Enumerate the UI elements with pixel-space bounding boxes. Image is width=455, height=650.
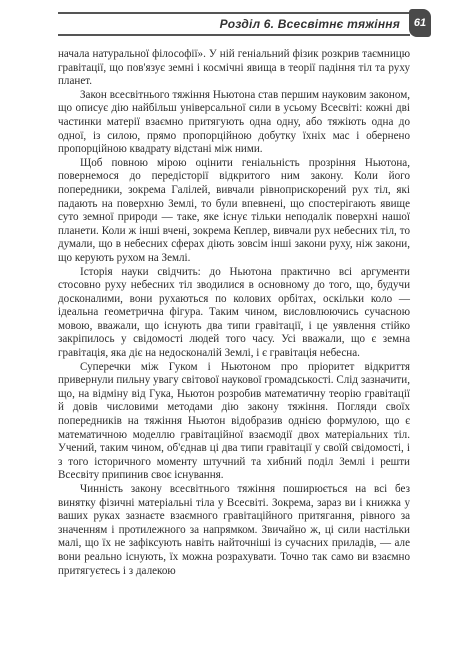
- paragraph-4: Історія науки свідчить: до Ньютона практично всі аргументи стосовно руху небесних тіл зводилися в основному до того, що, будучи досконалими, вони рухаються по колових орбітах, оскільки коло — ідеальна геометрична фігура. Таким чином, висловлюючись сучасною мовою, вважали, що існують два типи гравітації, і це уявлення стійко закріпилось у свідомості людей того часу. Усі вважали, що є земна гравітація, яка діє на недосконалій Землі, і є гравітація небесна.: [58, 265, 410, 360]
- paragraph-1: начала натуральної філософії». У ній геніальний фізик розкрив таємницю гравітації, що пов'язує земні і космічні явища в теорії падіння тіл та руху планет.: [58, 48, 410, 88]
- paragraph-5: Суперечки між Гуком і Ньютоном про пріоритет відкриття привернули пильну увагу світової наукової громадськості. Слід зазначити, що, на відміну від Гука, Ньютон розробив математичну теорію гравітації й довів числовими методами дію закону тяжіння. Погляди своїх попередників на тяжіння Ньютон відобразив однією формулою, що є математичною моделлю гравітаційної взаємодії двох матеріальних тіл. Учений, таким чином, об'єднав ці два типи гравітації у своїй свідомості, і з того історичного моменту штучний та хибний поділ Землі і решти Всесвіту припинив своє існування.: [58, 360, 410, 482]
- page-number-badge: [409, 9, 431, 37]
- paragraph-3: Щоб повною мірою оцінити геніальність прозріння Ньютона, повернемося до передісторії відкритого ним закону. Коли його попередники, зокрема Галілей, вивчали рівноприскорений рух тіл, які падають на поверхню Землі, то були впевнені, що спостерігають явище суто земної природи — таке, яке існує тільки неподалік поверхні нашої планети. Коли ж інші вчені, зокрема Кеплер, вивчали рух небесних тіл, то думали, що в небесних сферах діють зовсім інші закони руху, ніж закони, що керують рухом на Землі.: [58, 156, 410, 264]
- section-title: Розділ 6. Всесвітнє тяжіння: [219, 17, 400, 31]
- paragraph-2: Закон всесвітнього тяжіння Ньютона став першим науковим законом, що описує дію найбільш універсальної сили в усьому Всесвіті: кожні дві частинки матерії взаємно притягують одна одну, або тяжіють одна до одної, із силою, прямо пропорційною добутку їхніх мас і обернено пропорційною квадрату відстані між ними.: [58, 88, 410, 156]
- body-text: [58, 48, 410, 578]
- page-number: 61: [413, 17, 427, 29]
- paragraph-6: Чинність закону всесвітнього тяжіння поширюється на всі без винятку фізичні матеріальні тіла у Всесвіті. Зокрема, зараз ви і книжка у ваших руках зазнаєте взаємного гравітаційного притягання, рівного за значенням і протилежного за напрямком. Звичайно ж, ці сили настільки малі, що їх не зафіксують навіть найточніші із сучасних приладів, — але вони реально існують, їх можна розрахувати. Точно так само ви взаємно притягуєтесь і з далекою: [58, 483, 410, 577]
- running-header: [58, 12, 410, 36]
